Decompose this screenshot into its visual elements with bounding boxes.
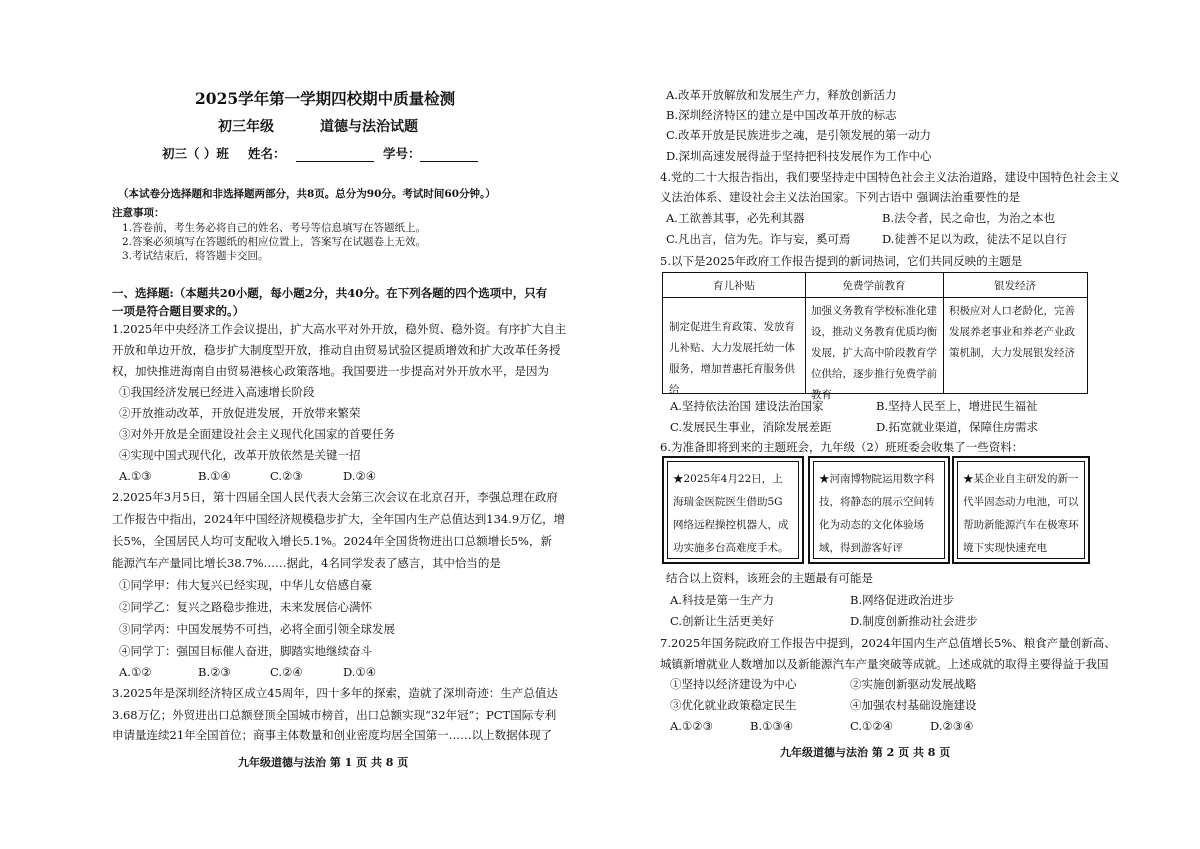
question-3-text: 3.2025年是深圳经济特区成立45周年，四十多年的探索，造就了深圳奇迹：生产总值达 [112, 686, 558, 700]
note-item: 1.答卷前，考生务必将自己的姓名、考号等信息填写在答题纸上。 [122, 222, 427, 234]
question-2-text: 长5%，全国居民人均可支配收入增长5.1%。2024年全国货物进出口总额增长5%，新 [112, 534, 552, 548]
question-3-text: 3.68万亿；外贸进出口总额登顶全国城市榜首，出口总额实现“32年冠”；PCT国际专利 [112, 708, 557, 722]
question-6-option-b[interactable]: B.网络促进政治进步 [850, 593, 955, 607]
question-1-item: ①我国经济发展已经进入高速增长阶段 [119, 385, 315, 399]
material-card [808, 456, 950, 564]
question-6-option-c[interactable]: C.创新让生活更美好 [670, 614, 775, 628]
question-7-option-c[interactable]: C.①②④ [850, 719, 893, 733]
question-1-option-d[interactable]: D.②④ [343, 469, 377, 483]
question-7-text: 城镇新增就业人数增加以及新能源汽车产量突破等成就。上述成就的取得主要得益于我国 [660, 657, 1109, 671]
question-4-option-b[interactable]: B.法令者，民之命也，为治之本也 [882, 211, 1056, 225]
question-5-option-a[interactable]: A.坚持依法治国 建设法治国家 [670, 399, 824, 413]
question-5-option-d[interactable]: D.拓宽就业渠道，保障住房需求 [876, 420, 1038, 434]
question-2-option-d[interactable]: D.①④ [343, 665, 377, 679]
table-cell: 加强义务教育学校标准化建设，推动义务教育优质均衡发展，扩大高中阶段教育学位供给，逐步推行免费学前教育 [811, 305, 937, 401]
question-1-option-c[interactable]: C.②③ [270, 469, 303, 483]
table-cell: 积极应对人口老龄化，完善发展养老事业和养老产业政策机制，大力发展银发经济 [949, 305, 1075, 359]
student-number-field[interactable] [420, 149, 478, 162]
material-card-text: ★2025年4月22日，上海瑞金医院医生借助5G网络远程操控机器人，成功实施多台高难度手术。 [667, 461, 799, 559]
question-2-item: ③同学丙：中国发展势不可挡，必将全面引领全球发展 [119, 622, 395, 636]
question-7-item: ②实施创新驱动发展战略 [850, 677, 977, 691]
question-6-option-d[interactable]: D.制度创新推动社会进步 [850, 614, 978, 628]
question-4-text: 4.党的二十大报告指出，我们要坚持走中国特色社会主义法治道路，建设中国特色社会主义 [660, 170, 1120, 184]
question-7-item: ④加强农村基础设施建设 [850, 698, 977, 712]
section-heading: 一、选择题:（本题共20小题，每小题2分，共40分。在下列各题的四个选项中，只有 [112, 286, 548, 300]
question-5-option-c[interactable]: C.发展民生事业，消除发展差距 [670, 420, 832, 434]
question-2-item: ②同学乙：复兴之路稳步推进，未来发展信心满怀 [119, 600, 372, 614]
hot-words-table [662, 272, 1088, 401]
question-3-option-c[interactable]: C.改革开放是民族进步之魂，是引领发展的第一动力 [666, 128, 932, 142]
question-6-prompt: 结合以上资料，该班会的主题最有可能是 [666, 571, 873, 585]
exam-instructions: （本试卷分选择题和非选择题两部分，共8页。总分为90分。考试时间60分钟。） [118, 188, 496, 200]
question-2-item: ①同学甲：伟大复兴已经实现，中华儿女倍感自豪 [119, 578, 372, 592]
question-2-text: 工作报告中指出，2024年中国经济规模稳步扩大，全年国内生产总值达到134.9万亿，增 [112, 512, 566, 526]
question-3-option-a[interactable]: A.改革开放解放和发展生产力，释放创新活力 [666, 88, 897, 102]
material-card [662, 456, 804, 564]
question-1-option-a[interactable]: A.①③ [119, 469, 152, 483]
question-5-option-b[interactable]: B.坚持人民至上，增进民生福祉 [876, 399, 1038, 413]
question-2-option-a[interactable]: A.①② [119, 665, 152, 679]
table-header: 育儿补贴 [713, 280, 755, 292]
question-3-option-d[interactable]: D.深圳高速发展得益于坚持把科技发展作为工作中心 [666, 149, 932, 163]
question-6-option-a[interactable]: A.科技是第一生产力 [670, 593, 774, 607]
page-footer: 九年级道德与法治 第 2 页 共 8 页 [780, 746, 951, 759]
exam-subject: 道德与法治试题 [320, 119, 418, 135]
material-card-text: ★河南博物院运用数字科技，将静态的展示空间转化为动态的文化体验场域，得到游客好评 [813, 461, 945, 559]
student-number-label: 学号： [383, 146, 421, 161]
exam-grade: 初三年级 [218, 119, 274, 135]
question-2-text: 2.2025年3月5日，第十四届全国人民代表大会第三次会议在北京召开，李强总理在政府 [112, 490, 558, 504]
question-2-text: 能源汽车产量同比增长38.7%……据此，4名同学发表了感言，其中恰当的是 [112, 556, 501, 570]
question-4-option-a[interactable]: A.工欲善其事，必先利其器 [666, 211, 805, 225]
exam-page-2 [600, 0, 1200, 849]
note-item: 3.考试结束后，将答题卡交回。 [122, 250, 269, 262]
exam-title: 2025学年第一学期四校期中质量检测 [195, 89, 456, 108]
question-3-text: 申请量连续21年全国首位；商事主体数量和创业密度均居全国第一……以上数据体现了 [112, 728, 553, 742]
note-item: 2.答案必须填写在答题纸的相应位置上，答案写在试题卷上无效。 [122, 236, 427, 248]
question-5-text: 5.以下是2025年政府工作报告提到的新词热词，它们共同反映的主题是 [660, 254, 1023, 268]
question-2-option-b[interactable]: B.②③ [198, 665, 231, 679]
notes-title: 注意事项： [112, 207, 165, 219]
material-card-text: ★某企业自主研发的新一代半固态动力电池，可以帮助新能源汽车在极寒环境下实现快速充电 [957, 461, 1085, 559]
question-7-item: ③优化就业政策稳定民生 [670, 698, 797, 712]
question-7-option-b[interactable]: B.①③④ [750, 719, 794, 733]
table-header: 银发经济 [994, 280, 1036, 292]
page-footer: 九年级道德与法治 第 1 页 共 8 页 [238, 756, 409, 769]
question-1-text: 开放和单边开放，稳步扩大制度型开放，推动自由贸易试验区提质增效和扩大改革任务授 [112, 343, 561, 357]
question-7-option-a[interactable]: A.①②③ [670, 719, 713, 733]
student-class: 初三（ ）班 [162, 146, 229, 161]
table-header: 免费学前教育 [842, 280, 906, 292]
section-heading-cont: 一项是符合题目要求的。） [112, 304, 245, 318]
question-7-option-d[interactable]: D.②③④ [930, 719, 974, 733]
student-name-field[interactable] [296, 149, 374, 162]
question-1-text: 权，加快推进海南自由贸易港核心政策落地。我国要进一步提高对外开放水平，是因为 [112, 364, 549, 378]
question-2-item: ④同学丁：强国目标催人奋进，脚踏实地继续奋斗 [119, 644, 372, 658]
student-name-label: 姓名： [248, 146, 286, 161]
question-1-item: ②开放推动改革，开放促进发展，开放带来繁荣 [119, 406, 361, 420]
question-2-option-c[interactable]: C.②④ [270, 665, 303, 679]
question-6-text: 6.为准备即将到来的主题班会，九年级（2）班班委会收集了一些资料： [660, 440, 1024, 454]
question-1-text: 1.2025年中央经济工作会议提出，扩大高水平对外开放，稳外贸、稳外资。有序扩大自主 [112, 322, 567, 336]
question-7-item: ①坚持以经济建设为中心 [670, 677, 797, 691]
question-1-option-b[interactable]: B.①④ [198, 469, 231, 483]
question-1-item: ③对外开放是全面建设社会主义现代化国家的首要任务 [119, 427, 395, 441]
question-7-text: 7.2025年国务院政府工作报告中提到，2024年国内生产总值增长5%、粮食产量创新高、 [660, 636, 1116, 650]
table-cell: 制定促进生育政策、发放育儿补贴、大力发展托幼一体服务，增加普惠托育服务供给 [669, 321, 795, 396]
question-1-item: ④实现中国式现代化，改革开放依然是关键一招 [119, 448, 361, 462]
question-4-option-c[interactable]: C.凡出言，信为先。诈与妄，奚可焉 [666, 232, 851, 246]
question-4-text: 义法治体系、建设社会主义法治国家。下列古语中 强调法治重要性的是 [660, 190, 1021, 204]
question-4-option-d[interactable]: D.徒善不足以为政，徒法不足以自行 [882, 232, 1067, 246]
material-card [952, 456, 1090, 564]
question-3-option-b[interactable]: B.深圳经济特区的建立是中国改革开放的标志 [666, 108, 897, 122]
